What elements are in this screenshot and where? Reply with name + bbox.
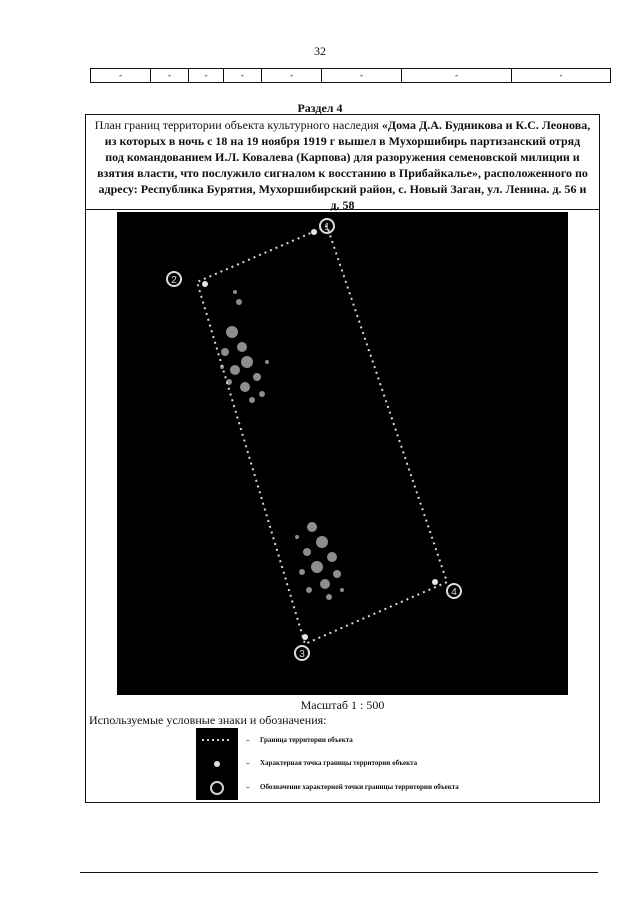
- legend-dash: –: [246, 783, 250, 791]
- plan-title: [86, 115, 599, 213]
- point-label: 3: [299, 649, 305, 660]
- boundary-vertex: [311, 229, 317, 235]
- legend-swatch-panel: [196, 728, 238, 800]
- plan-title-bold: «Дома Д.А. Будникова и К.С. Леонова, из которых в ночь с 18 на 19 ноября 1919 г вышел в Мухоршибирь партизанский отряд под командованием И.Л. Ковалева (Карпова) для разоружения семеновской милиции и взятия власти, что послужило сигналом к восстанию в Прибайкалье», расположенного по адресу: Республика Бурятия, Мухоршибирский район, с. Новый Заган, ул. Ленина. д. 56 и д. 58: [97, 118, 591, 212]
- legend-text: Характерная точка границы территории объекта: [260, 759, 418, 767]
- table-row: [91, 69, 611, 83]
- legend-item-vertex: [246, 759, 417, 767]
- legend-dash: –: [246, 759, 250, 767]
- table-cell: -: [322, 69, 402, 83]
- plan-title-box: [86, 115, 599, 210]
- legend-text: Граница территории объекта: [260, 736, 353, 744]
- boundary-vertex: [302, 634, 308, 640]
- building-cluster-lower: [295, 522, 344, 600]
- table-cell: -: [512, 69, 611, 83]
- boundary-point-1: [320, 219, 334, 233]
- boundary-vertex: [432, 579, 438, 585]
- header-table: [90, 68, 611, 83]
- plan-title-prefix: План границ территории объекта культурного наследия: [94, 118, 382, 132]
- plan-frame: [85, 114, 600, 803]
- table-cell: -: [151, 69, 189, 83]
- table-cell: -: [189, 69, 224, 83]
- legend-item-boundary: [246, 736, 353, 744]
- boundary-point-3: [295, 646, 309, 660]
- boundary-point-2: [167, 272, 181, 286]
- legend-title: Используемые условные знаки и обозначения:: [89, 713, 327, 727]
- legend-dash: –: [246, 736, 250, 744]
- boundary-vertices: [202, 229, 438, 640]
- section-title: Раздел 4: [297, 101, 343, 115]
- point-label: 1: [324, 222, 330, 233]
- point-label: 4: [451, 587, 457, 598]
- boundary-map: [117, 212, 568, 695]
- map-canvas: [117, 212, 568, 695]
- boundary-point-4: [447, 584, 461, 598]
- legend-text: Обозначение характерной точки границы территории объекта: [260, 783, 459, 791]
- table-cell: -: [91, 69, 151, 83]
- footer-rule: [80, 872, 598, 873]
- table-cell: -: [402, 69, 512, 83]
- boundary-point-markers: [167, 219, 461, 660]
- page-number: 32: [314, 44, 326, 58]
- legend-vertex-swatch: [214, 761, 220, 767]
- table-cell: -: [224, 69, 262, 83]
- point-label: 2: [171, 275, 177, 286]
- building-cluster-upper: [220, 290, 269, 403]
- map-scale: Масштаб 1 : 500: [300, 698, 385, 712]
- table-cell: -: [262, 69, 322, 83]
- legend-item-marker: [246, 783, 459, 791]
- boundary-vertex: [202, 281, 208, 287]
- legend-marker-swatch: [211, 782, 223, 794]
